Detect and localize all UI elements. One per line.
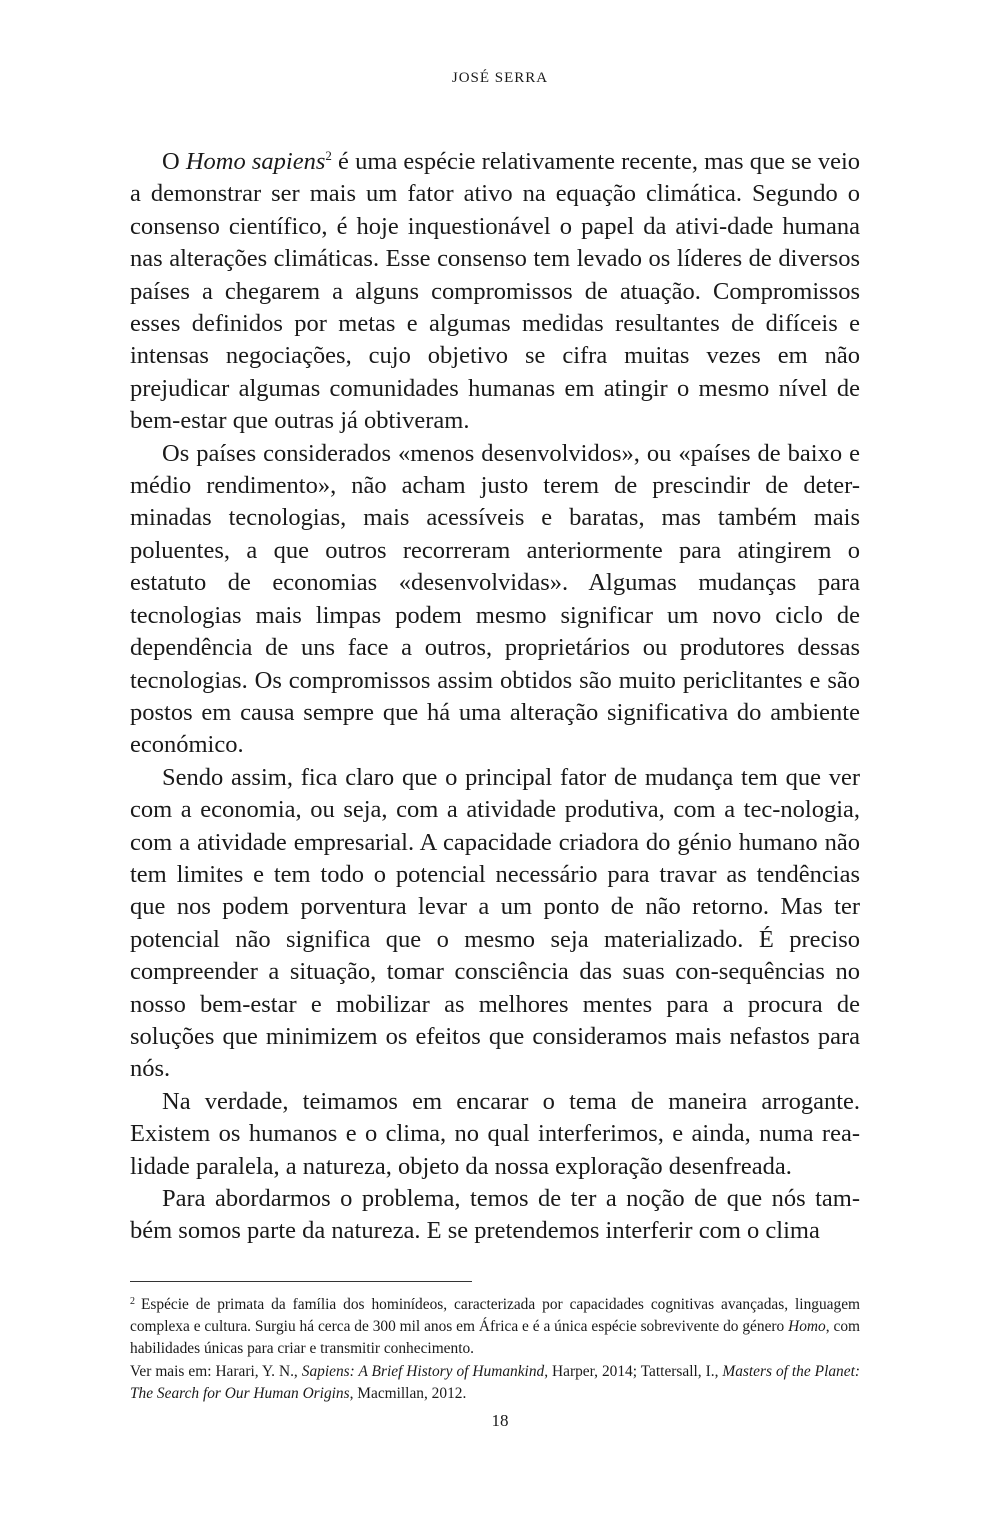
main-text [130, 146, 860, 1248]
book-title: Sapiens: A Brief History of Humankind [301, 1362, 545, 1380]
footnote-reference-line [130, 1361, 860, 1405]
footnote [130, 1291, 860, 1405]
italic-term: Homo sapiens [185, 148, 326, 175]
footnote-marker: 2 [130, 1296, 135, 1307]
footnote-part: , Harper, 2014; Tattersall, I., [544, 1362, 723, 1380]
footnote-italic: Homo [788, 1318, 826, 1336]
paragraph: Sendo assim, fica claro que o principal fator de mudança tem que ver com a economia, ou seja, com a atividade produtiva, com a tec-nologia, com a atividade empresarial. A capacidade criadora do génio humano não tem limites e tem todo o potencial necessário para travar as tendências que nos podem porventura levar a um ponto de não retorno. Mas ter potencial não significa que o mesmo seja materializado. É preciso compreender a situação, tomar consciência das suas con-sequências no nosso bem-estar e mobilizar as melhores mentes para a procura de soluções que minimizem os efeitos que consideramos mais nefastos para nós. [130, 763, 860, 1083]
footnote-part: , com habilidades únicas para criar e transmitir conhecimento. [130, 1318, 860, 1358]
footnote-reference[interactable]: 2 [325, 148, 332, 163]
paragraph-rest: é uma espécie relativamente recente, mas que se veio a demonstrar ser mais um fator ativo na equação climática. Segundo o consenso científico, é hoje inquestionável o papel da ativi-dade humana nas alterações climáticas. Esse consenso tem levado os líderes de diversos países a chegarem a alguns compromissos de atuação. Compromissos esses definidos por metas e algumas medidas resultantes de difíceis e intensas negociações, cujo objetivo se cifra muitas vezes em não prejudicar algumas comunidades humanas em atingir o mesmo nível de bem-estar que outras já obtiveram. [130, 148, 860, 435]
footnote-part: Espécie de primata da família dos hominídeos, caracterizada por capacidades cognitivas avançadas, linguagem complexa e cultura. Surgiu há cerca de 300 mil anos em África e é a única espécie sobrevivente do género [130, 1296, 860, 1336]
paragraph: Para abordarmos o problema, temos de ter a noção de que nós tam-bém somos parte da natureza. E se pretendemos interferir com o clima [130, 1185, 860, 1245]
footnote-divider [130, 1281, 472, 1282]
page-number: 18 [491, 1411, 509, 1430]
paragraph-lead: O [162, 148, 186, 175]
footnote-text [130, 1291, 860, 1361]
footnote-part: Ver mais em: Harari, Y. N., [130, 1362, 302, 1380]
paragraph [130, 146, 860, 438]
paragraph: Os países considerados «menos desenvolvidos», ou «países de baixo e médio rendimento», não acham justo terem de prescindir de deter-minadas tecnologias, mais acessíveis e baratas, mas também mais poluentes, a que outros recorreram anteriormente para atingirem o estatuto de economias «desenvolvidas». Algumas mudanças para tecnologias mais limpas podem mesmo significar um novo ciclo de dependência de uns face a outros, proprietários ou produtores dessas tecnologias. Os compromissos assim obtidos são muito periclitantes e são postos em causa sempre que há uma alteração significativa do ambiente económico. [130, 439, 860, 759]
running-head: JOSÉ SERRA [451, 70, 549, 86]
book-title: Masters of the Planet: The Search for Our Human Origins [130, 1362, 860, 1402]
paragraph: Na verdade, teimamos em encarar o tema de maneira arrogante. Existem os humanos e o clima, no qual interferimos, e ainda, numa rea-lidade paralela, a natureza, objeto da nossa exploração desenfreada. [130, 1087, 860, 1180]
footnote-part: , Macmillan, 2012. [349, 1384, 467, 1402]
